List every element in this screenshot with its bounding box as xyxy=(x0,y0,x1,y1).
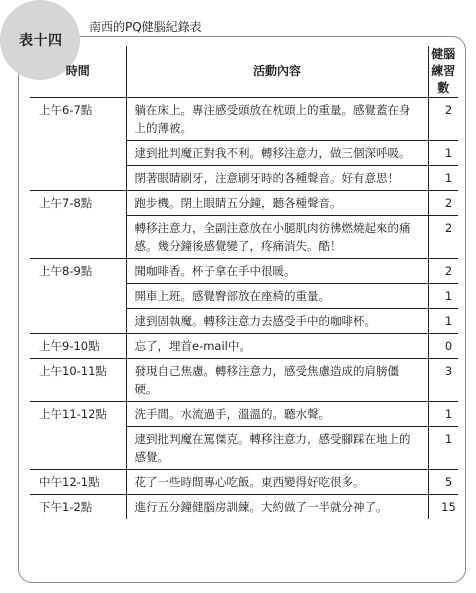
practice-count: 1 xyxy=(444,314,453,328)
activity-text: 開車上班。感覺臀部放在座椅的重量。 xyxy=(126,284,428,309)
header-count-line1: 健腦 xyxy=(431,47,456,61)
activity-text: 洗手間。水流過手，溫溫的。聽水聲。 xyxy=(126,402,428,427)
practice-count-cell xyxy=(428,284,458,309)
practice-count-cell xyxy=(428,166,458,191)
practice-count: 1 xyxy=(444,407,453,421)
time-slot: 上午7-8點 xyxy=(30,191,126,259)
header-time: 時間 xyxy=(30,46,126,98)
table-row xyxy=(30,259,458,284)
table-row xyxy=(30,359,458,402)
practice-count-cell xyxy=(428,216,458,259)
table-row xyxy=(30,402,458,427)
pq-log-table xyxy=(30,46,458,519)
table-row xyxy=(30,470,458,495)
table-row xyxy=(30,98,458,141)
practice-count-cell xyxy=(428,259,458,284)
activity-text: 逮到批判魔在罵傑克。轉移注意力，感受腳踩在地上的感覺。 xyxy=(126,427,428,470)
practice-count: 0 xyxy=(444,339,453,353)
activity-text: 忘了，埋首e-mail中。 xyxy=(126,334,428,359)
practice-count-cell xyxy=(428,191,458,216)
practice-count-cell xyxy=(428,98,458,141)
activity-text: 進行五分鐘健腦房訓練。大約做了一半就分神了。 xyxy=(126,495,428,520)
time-slot: 上午10-11點 xyxy=(30,359,126,402)
activity-text: 躺在床上。專注感受頭放在枕頭上的重量。感覺蓋在身上的薄被。 xyxy=(126,98,428,141)
time-slot: 中午12-1點 xyxy=(30,470,126,495)
practice-count-cell xyxy=(428,470,458,495)
table-row xyxy=(30,495,458,520)
time-slot: 上午6-7點 xyxy=(30,98,126,191)
time-slot: 上午8-9點 xyxy=(30,259,126,334)
activity-text: 轉移注意力，全副注意放在小腿肌肉彷彿燃燒起來的痛感。幾分鐘後感覺變了，疼痛消失。酷！ xyxy=(126,216,428,259)
practice-count: 15 xyxy=(441,500,456,514)
activity-text: 跑步機。閉上眼睛五分鐘，聽各種聲音。 xyxy=(126,191,428,216)
activity-text: 發現自己焦慮。轉移注意力，感受焦慮造成的肩膀僵硬。 xyxy=(126,359,428,402)
header-count-line2: 練習數 xyxy=(431,64,456,95)
table-title: 南西的PQ健腦紀錄表 xyxy=(89,20,202,34)
practice-count-cell xyxy=(428,402,458,427)
practice-count: 3 xyxy=(444,364,453,378)
table-row xyxy=(30,191,458,216)
practice-count: 2 xyxy=(444,103,453,117)
practice-count-cell xyxy=(428,334,458,359)
practice-count-cell xyxy=(428,359,458,402)
practice-count: 2 xyxy=(444,196,453,210)
time-slot: 上午11-12點 xyxy=(30,402,126,470)
practice-count-cell xyxy=(428,141,458,166)
time-slot: 下午1-2點 xyxy=(30,495,126,520)
activity-text: 花了一些時間專心吃飯。東西變得好吃很多。 xyxy=(126,470,428,495)
practice-count-cell xyxy=(428,495,458,520)
activity-text: 閉著眼睛刷牙，注意刷牙時的各種聲音。好有意思！ xyxy=(126,166,428,191)
time-slot: 上午9-10點 xyxy=(30,334,126,359)
table-number-label: 表十四 xyxy=(19,33,63,49)
practice-count: 1 xyxy=(444,146,453,160)
practice-count: 1 xyxy=(444,432,453,446)
header-row xyxy=(30,46,458,98)
practice-count-cell xyxy=(428,427,458,470)
activity-text: 逮到批判魔正對我不利。轉移注意力，做三個深呼吸。 xyxy=(126,141,428,166)
practice-count: 1 xyxy=(444,171,453,185)
header-count xyxy=(428,46,458,98)
practice-count: 2 xyxy=(444,264,453,278)
practice-count: 2 xyxy=(444,221,453,235)
practice-count: 1 xyxy=(444,289,453,303)
activity-text: 聞咖啡香。杯子拿在手中很暖。 xyxy=(126,259,428,284)
activity-text: 逮到固執魔。轉移注意力去感受手中的咖啡杯。 xyxy=(126,309,428,334)
header-activity: 活動內容 xyxy=(126,46,428,98)
practice-count-cell xyxy=(428,309,458,334)
practice-count: 5 xyxy=(444,475,453,489)
table-row xyxy=(30,334,458,359)
